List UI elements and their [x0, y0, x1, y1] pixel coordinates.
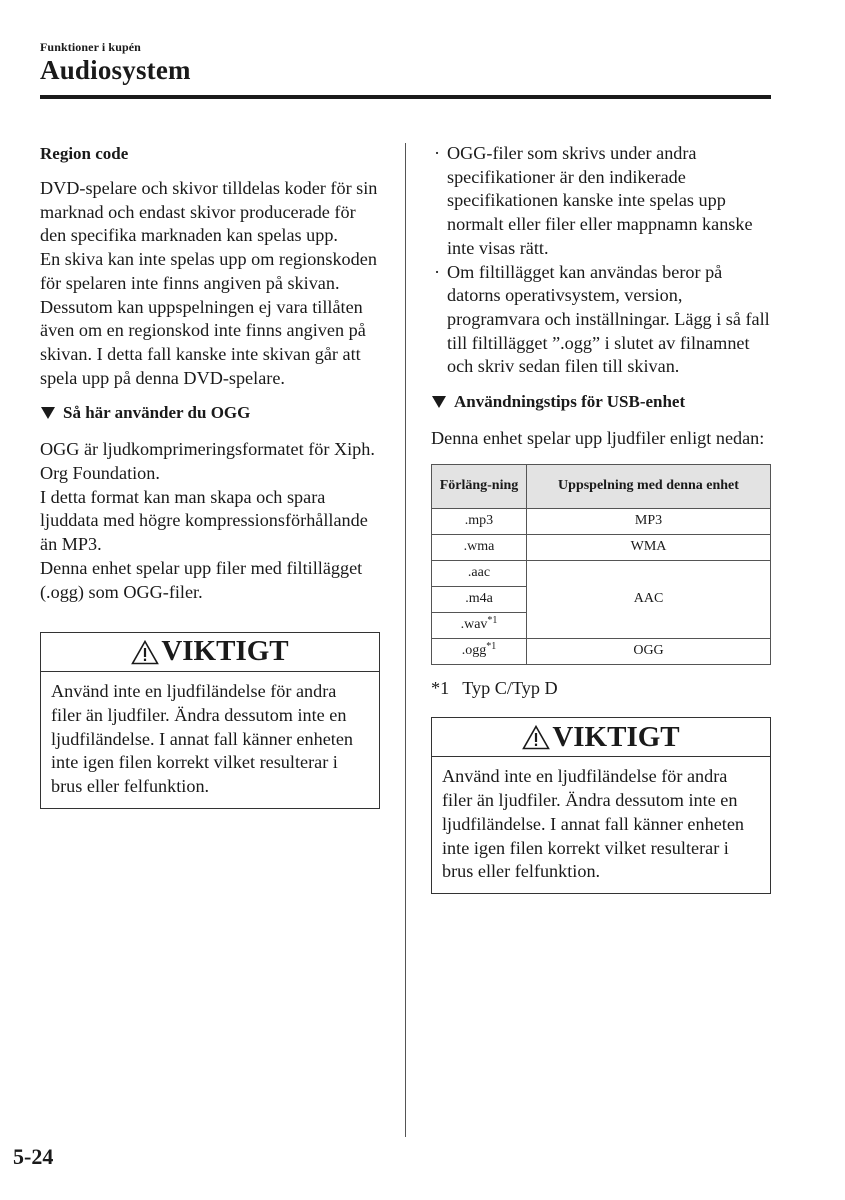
page-title: Audiosystem [40, 55, 191, 85]
bullet-item [431, 142, 771, 261]
triangle-marker-icon [432, 396, 446, 408]
table-header-playback: Uppspelning med denna enhet [527, 464, 771, 508]
ogg-paragraph-3: Denna enhet spelar upp filer med filtillägget (.ogg) som OGG-filer. [40, 557, 363, 602]
page-number: 5-24 [13, 1144, 54, 1169]
right-column [431, 140, 771, 894]
column-divider [405, 143, 406, 1137]
header-rule [40, 95, 771, 99]
ogg-heading-label: Så här använder du OGG [63, 403, 251, 423]
table-cell-format: MP3 [527, 508, 771, 534]
warning-header [432, 718, 770, 757]
footnote-ref: *1 [486, 641, 497, 653]
table-row [432, 560, 771, 586]
table-cell-ext: .m4a [432, 586, 527, 612]
table-cell-ext: .mp3 [432, 508, 527, 534]
ogg-heading [40, 401, 385, 425]
table-row [432, 508, 771, 534]
usb-heading [431, 390, 771, 414]
table-cell-ext [432, 638, 527, 664]
usb-heading-label: Användningstips för USB-enhet [454, 392, 686, 412]
table-row [432, 534, 771, 560]
table-cell-ext [432, 612, 527, 638]
warning-title: VIKTIGT [552, 720, 680, 753]
section-label: Funktioner i kupén [40, 40, 141, 54]
ext-label: .ogg [461, 643, 487, 659]
ogg-paragraph-1: OGG är ljudkomprimeringsformatet för Xiph. Org Foundation. [40, 439, 375, 484]
table-header-extension: Förläng-ning [432, 464, 527, 508]
warning-triangle-icon [131, 640, 159, 665]
bullet-text: OGG-filer som skrivs under andra specifikationer är den indikerade specifikationen kanske inte spelas upp normalt eller filer eller mappnamn kanske inte visas rätt. [447, 143, 753, 258]
table-cell-format: OGG [527, 638, 771, 664]
warning-title: VIKTIGT [161, 635, 289, 668]
region-paragraph-2: En skiva kan inte spelas upp om regionskoden för spelaren inte finns angiven på skivan. [40, 249, 377, 293]
table-cell-ext: .wma [432, 534, 527, 560]
warning-text: Använd inte en ljudfiländelse för andra filer än ljudfiler. Ändra dessutom inte en ljudfiländelse. I annat fall känner enheten inte igen filen korrekt vilket resulterar i brus eller felfunktion. [442, 766, 744, 882]
triangle-marker-icon [41, 407, 55, 419]
table-cell-ext: .aac [432, 560, 527, 586]
region-paragraph-3: Dessutom kan uppspelningen ej vara tillåten även om en regionskod inte finns angiven på skivan. I detta fall kanske inte skivan går att spela upp på denna DVD-spelare. [40, 296, 366, 388]
table-header-row [432, 464, 771, 508]
ext-label: .wav [460, 617, 488, 633]
bullet-text: Om filtillägget kan användas beror på datorns operativsystem, version, programvara och inställningar. Lägg i så fall till filtillägget ”.ogg” i slutet av filnamnet och skriv sedan filen till skivan. [447, 261, 770, 377]
table-cell-format: AAC [527, 560, 771, 638]
warning-box [40, 632, 380, 809]
table-footnote [431, 677, 771, 701]
ogg-paragraph-2: I detta format kan man skapa och spara ljuddata med högre kompressionsförhållande än MP3. [40, 486, 368, 555]
bullet-item [431, 261, 771, 380]
footnote-mark: *1 [431, 677, 450, 698]
warning-header [41, 633, 379, 672]
region-code-heading: Region code [40, 144, 129, 163]
bullet-dot: · [434, 143, 441, 163]
extension-table [431, 464, 771, 665]
region-paragraph-1: DVD-spelare och skivor tilldelas koder för sin marknad och endast skivor producerade för den specifika marknaden kan spelas upp. [40, 178, 378, 246]
footnote-ref: *1 [487, 615, 498, 627]
footnote-text: Typ C/Typ D [462, 677, 558, 698]
warning-triangle-icon [522, 725, 550, 750]
table-cell-format: WMA [527, 534, 771, 560]
table-row [432, 638, 771, 664]
warning-box [431, 717, 771, 894]
warning-text: Använd inte en ljudfiländelse för andra filer än ljudfiler. Ändra dessutom inte en ljudfiländelse. I annat fall känner enheten inte igen filen korrekt vilket resulterar i brus eller felfunktion. [51, 681, 353, 797]
usb-intro: Denna enhet spelar upp ljudfiler enligt nedan: [431, 428, 765, 449]
bullet-dot: · [434, 261, 441, 282]
left-column [40, 140, 385, 809]
